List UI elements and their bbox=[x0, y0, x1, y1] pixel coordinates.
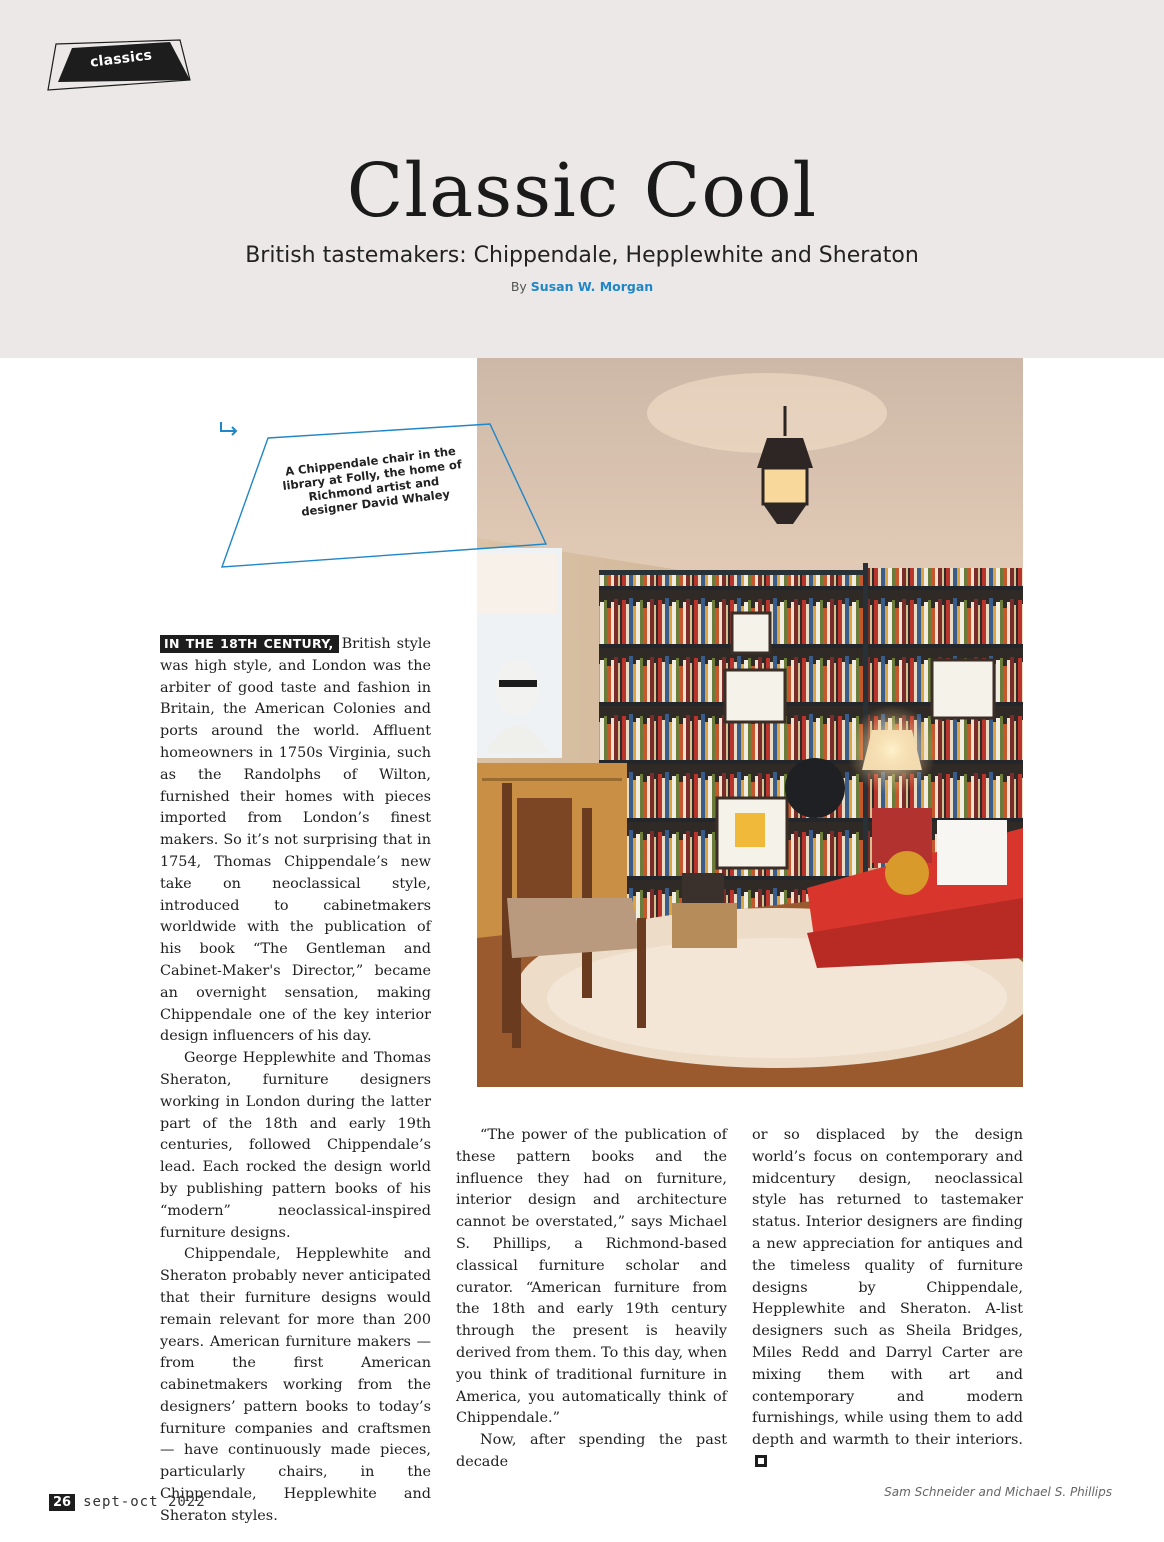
article-column-2 bbox=[456, 1125, 727, 1474]
paragraph: Now, after spending the past decade bbox=[456, 1432, 727, 1470]
paragraph bbox=[752, 1125, 1023, 1474]
page-footer bbox=[49, 1492, 206, 1512]
photo-caption bbox=[218, 420, 548, 570]
paragraph: “The power of the publication of these pattern books and the influence they had on furniture, interior design and architecture cannot be overstated,” says Michael S. Phillips, a Richmond-based classical furniture scholar and curator. “American furniture from the 18th and early 19th century through the present is heavily derived from them. To this day, when you think of traditional furniture in America, you automatically think of Chippendale.” bbox=[456, 1127, 727, 1427]
article-title: Classic Cool bbox=[346, 148, 818, 234]
paragraph: George Hepplewhite and Thomas Sheraton, furniture designers working in London during the latter part of the 18th and early 19th centuries, followed Chippendale’s lead. Each rocked the design world by publishing pattern books of his “modern” neoclassical-inspired furniture designs. bbox=[160, 1050, 431, 1241]
article-subtitle: British tastemakers: Chippendale, Hepplewhite and Sheraton bbox=[245, 243, 919, 268]
byline bbox=[0, 279, 1164, 294]
page-number: 26 bbox=[49, 1494, 75, 1511]
article-column-1 bbox=[160, 633, 431, 1528]
paragraph-text: British style was high style, and London was the arbiter of good taste and fashion in Britain, the American Colonies and ports around the world. Affluent homeowners in 1750s Virginia, such as the Randolphs of Wilton, furnished their homes with pieces imported from London’s finest makers. So it’s not surprising that in 1754, Thomas Chippendale’s new take on neoclassical style, introduced to cabinetmakers worldwide with the publication of his book “The Gentleman and Cabinet-Maker's Director,” became an overnight sensation, making Chippendale one of the key interior design influencers of his day. bbox=[160, 636, 431, 1045]
library-photo bbox=[477, 358, 1023, 1087]
photo-credit: Sam Schneider and Michael S. Phillips bbox=[884, 1485, 1112, 1499]
article-column-3 bbox=[752, 1125, 1023, 1474]
author-link[interactable]: Susan W. Morgan bbox=[530, 279, 654, 294]
end-of-article-icon bbox=[755, 1455, 767, 1467]
lead-in: IN THE 18TH CENTURY, bbox=[160, 635, 339, 653]
section-tag bbox=[42, 36, 192, 94]
paragraph bbox=[160, 633, 431, 1048]
byline-prefix: By bbox=[510, 279, 527, 294]
section-tag-label: classics bbox=[89, 47, 153, 71]
paragraph-text: or so displaced by the design world’s focus on contemporary and midcentury design, neoclassical style has returned to tastemaker status. Interior designers are finding a new appreciation for antiques and the timeless quality of furniture designs by Chippendale, Hepplewhite and Sheraton. A-list designers such as Sheila Bridges, Miles Redd and Darryl Carter are mixing them with art and contemporary and modern furnishings, while using them to add depth and warmth to their interiors. bbox=[752, 1127, 1023, 1449]
arrow-right-icon bbox=[218, 420, 240, 436]
issue-date: sept-oct 2022 bbox=[83, 1494, 206, 1510]
caption-text: A Chippendale chair in the library at Folly, the home of Richmond artist and designer David Whaley bbox=[281, 443, 463, 519]
paragraph: Chippendale, Hepplewhite and Sheraton probably never anticipated that their furniture designs would remain relevant for more than 200 years. American furniture makers — from the first American cabinetmakers working from the designers’ pattern books to today’s furniture companies and craftsmen — have continuously made pieces, particularly chairs, in the Chippendale, Hepplewhite and Sheraton styles. bbox=[160, 1246, 431, 1524]
library-photo-illustration bbox=[477, 358, 1023, 1087]
